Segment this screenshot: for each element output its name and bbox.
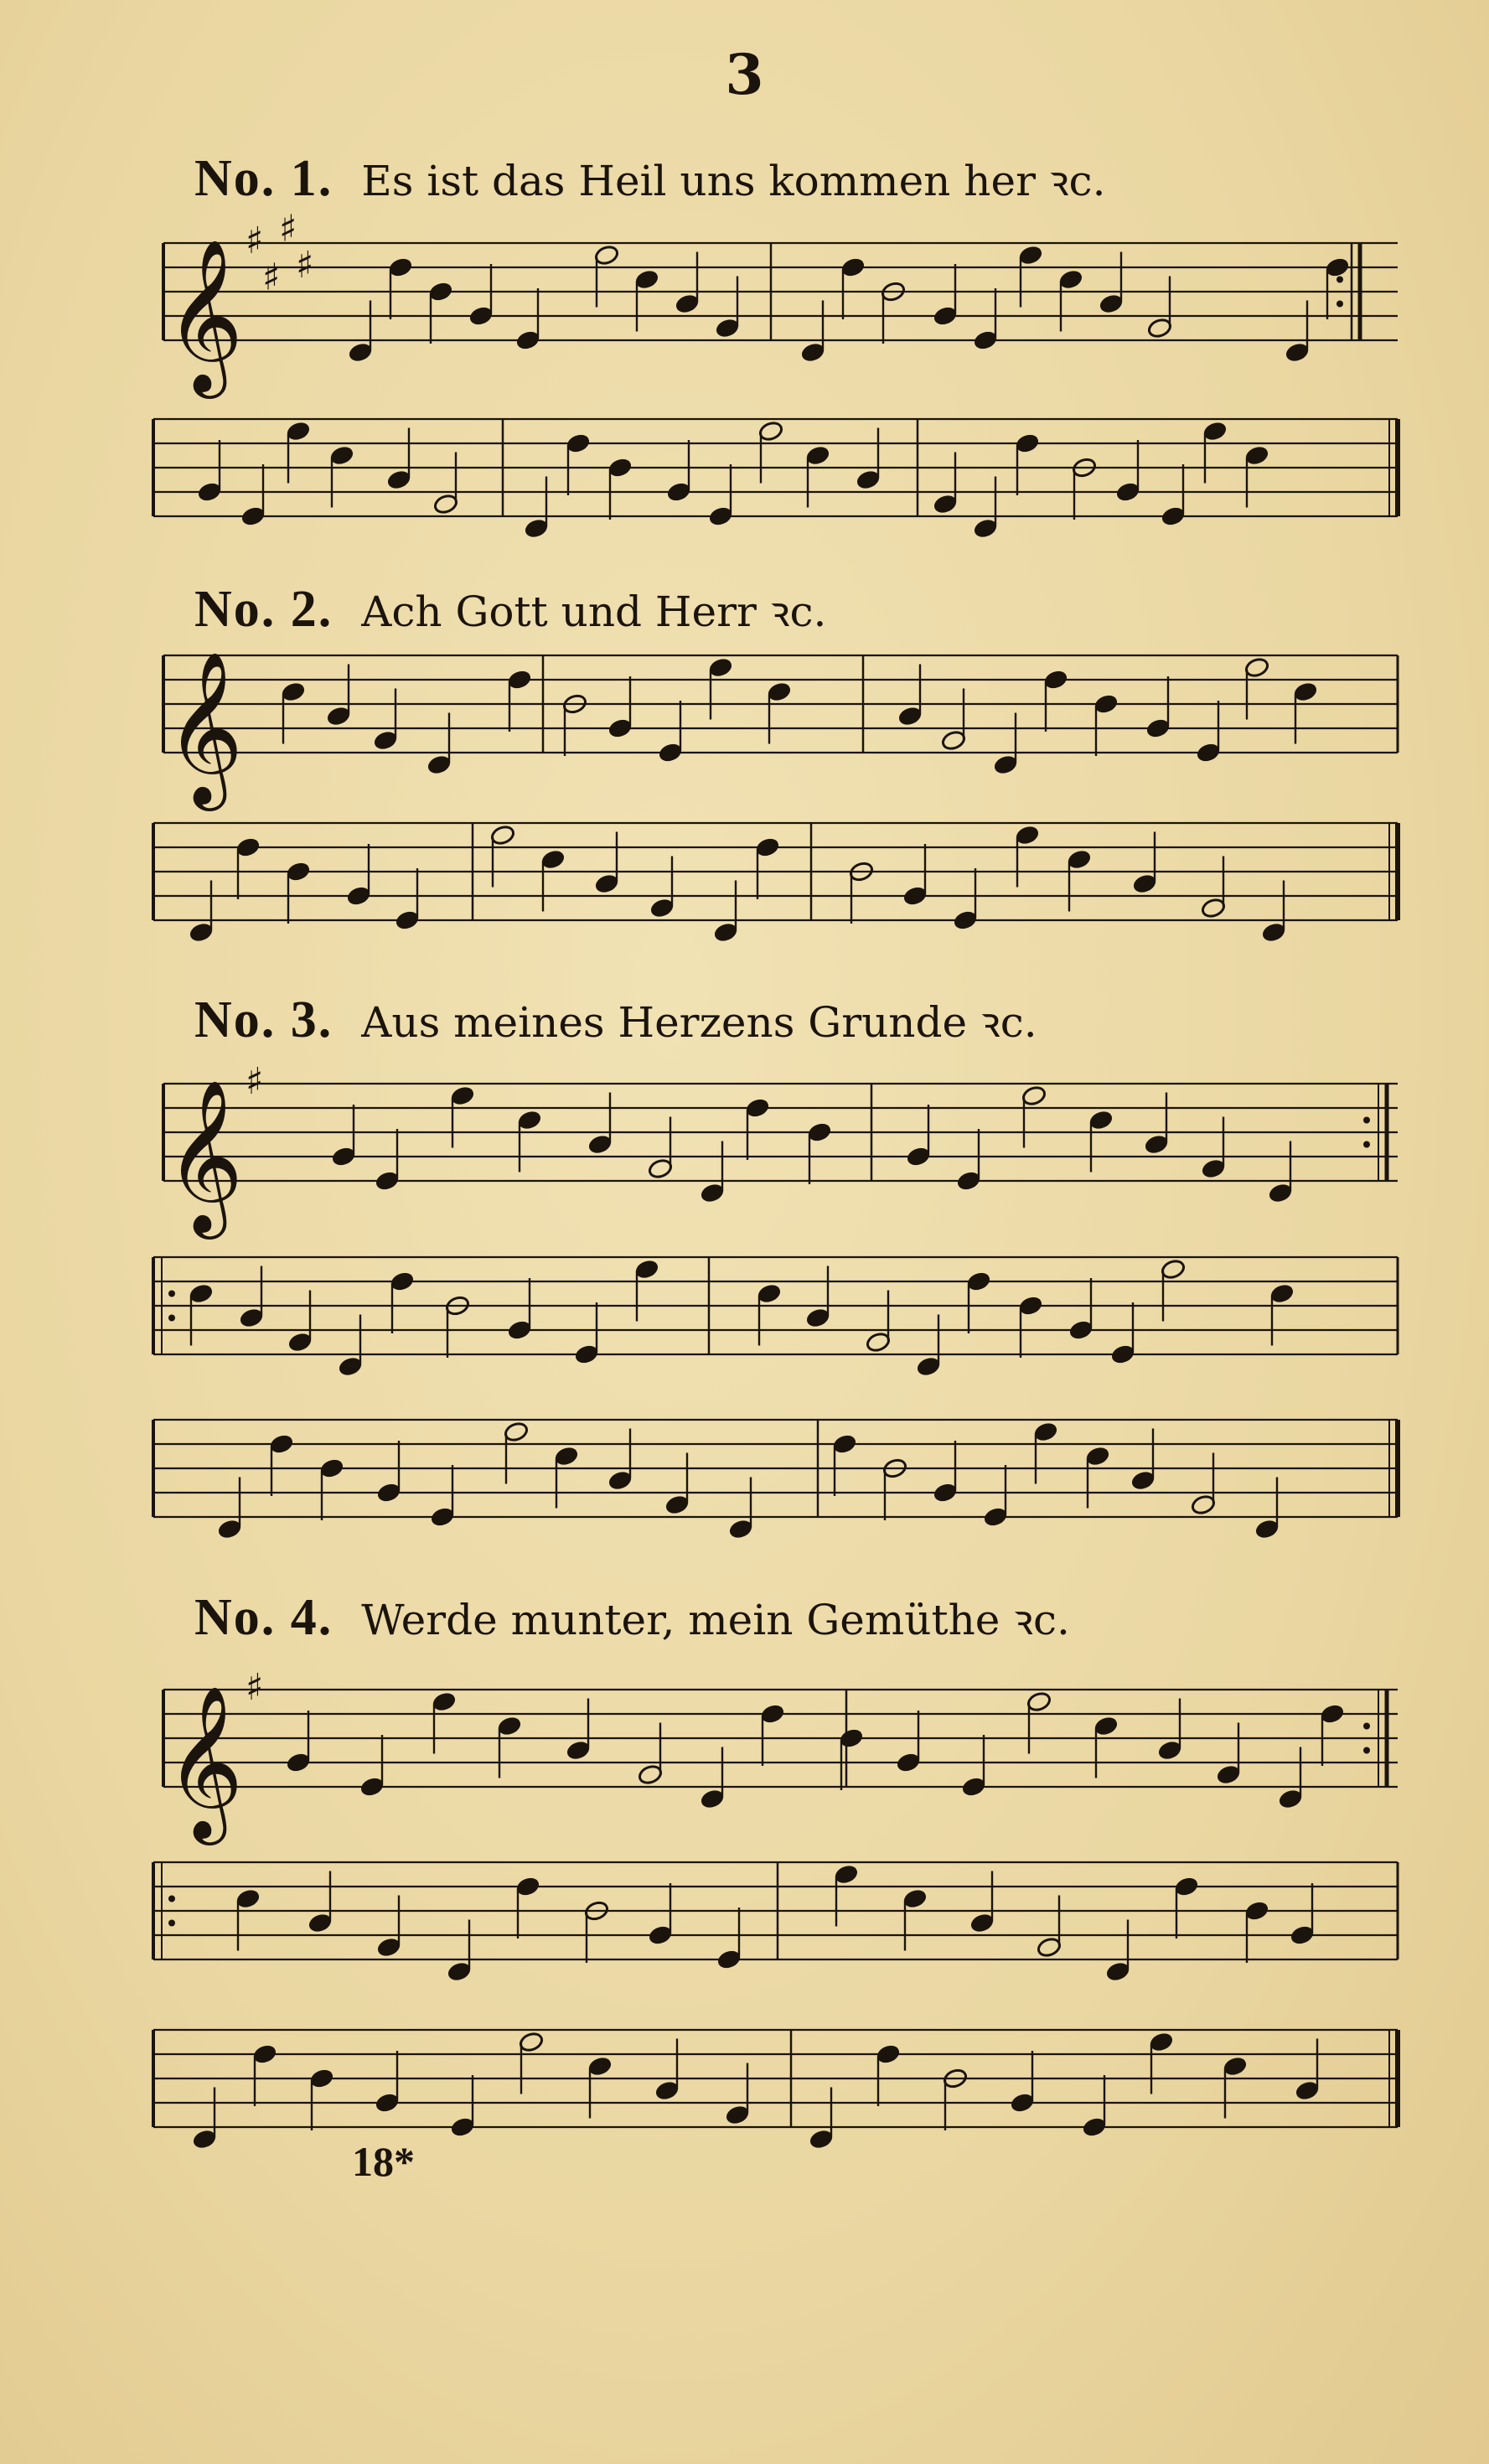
hymn-4-title: Werde munter, mein Gemüthe ꝛc. — [361, 1596, 1070, 1644]
note — [515, 329, 541, 351]
note — [269, 1433, 295, 1455]
note — [767, 681, 793, 702]
hymn-3-title: Aus meines Herzens Grunde ꝛc. — [361, 998, 1037, 1047]
note — [1132, 872, 1158, 894]
note — [654, 2079, 680, 2101]
note — [566, 432, 592, 454]
note — [1010, 2092, 1036, 2114]
note — [666, 481, 692, 503]
repeat-dot — [168, 1896, 175, 1902]
note — [239, 1307, 265, 1328]
note — [933, 1482, 959, 1504]
note — [807, 1121, 833, 1143]
sharp-icon: ♯ — [246, 1060, 264, 1103]
note — [519, 2031, 545, 2052]
note — [725, 2104, 751, 2125]
repeat-dot — [1363, 1117, 1370, 1124]
note — [1149, 2031, 1175, 2052]
note — [876, 2043, 902, 2065]
note — [594, 872, 620, 894]
note — [1147, 317, 1173, 339]
note — [1268, 1182, 1294, 1204]
note — [331, 1146, 357, 1167]
note — [715, 317, 741, 339]
note — [700, 1182, 726, 1204]
sharp-icon: ♯ — [246, 1666, 264, 1709]
note — [286, 1752, 312, 1773]
note — [805, 1307, 831, 1328]
note — [1115, 481, 1141, 503]
note — [896, 1752, 922, 1773]
repeat-dot — [1336, 277, 1343, 283]
hymn-1-number: No. 1. — [194, 150, 333, 207]
note — [450, 1084, 476, 1106]
note — [1201, 1157, 1227, 1179]
repeat-dot — [1363, 1747, 1370, 1754]
note — [1202, 420, 1228, 442]
note — [319, 1457, 345, 1479]
note — [1082, 2116, 1108, 2138]
note — [755, 836, 781, 858]
note — [1254, 1518, 1280, 1540]
sharp-icon: ♯ — [262, 256, 281, 299]
note — [983, 1506, 1009, 1528]
note — [428, 281, 454, 303]
note — [1130, 1469, 1156, 1491]
note — [1196, 742, 1222, 764]
note — [941, 729, 967, 751]
note — [866, 1331, 892, 1353]
note — [607, 1469, 633, 1491]
note — [1043, 669, 1069, 691]
sharp-icon: ♯ — [246, 220, 264, 262]
note — [839, 1727, 865, 1749]
note — [287, 1331, 313, 1353]
note — [286, 420, 312, 442]
note — [1037, 1936, 1062, 1958]
repeat-dot — [1363, 1141, 1370, 1148]
note — [1068, 1319, 1094, 1341]
note — [450, 2116, 476, 2138]
note — [338, 1355, 364, 1377]
note — [1278, 1788, 1304, 1809]
note — [235, 1887, 261, 1909]
note — [1015, 432, 1041, 454]
note — [189, 1282, 215, 1304]
note — [1161, 505, 1187, 527]
note — [490, 824, 516, 846]
note — [634, 1258, 660, 1280]
note — [1174, 1876, 1200, 1897]
note — [1144, 1133, 1170, 1155]
note — [1067, 848, 1093, 870]
note — [235, 836, 261, 858]
note — [507, 669, 533, 691]
note — [1295, 2079, 1321, 2101]
note — [1145, 717, 1171, 739]
note — [716, 1949, 742, 1970]
note — [1099, 292, 1125, 314]
note — [1058, 268, 1084, 290]
note — [1021, 1084, 1047, 1106]
note — [348, 341, 374, 363]
note — [832, 1433, 858, 1455]
note — [517, 1109, 543, 1131]
note — [1088, 1109, 1114, 1131]
note — [217, 1518, 243, 1540]
note — [760, 1703, 786, 1725]
note — [388, 256, 414, 278]
note — [897, 705, 923, 727]
note — [252, 2043, 278, 2065]
note — [1018, 1295, 1044, 1317]
note — [638, 1763, 664, 1785]
note — [745, 1097, 771, 1119]
note — [708, 656, 734, 678]
note — [634, 268, 660, 290]
note — [728, 1518, 754, 1540]
note — [1026, 1690, 1052, 1712]
note — [607, 717, 633, 739]
note — [346, 885, 372, 907]
treble-clef-icon: 𝄞 — [165, 1685, 244, 1839]
note — [240, 505, 266, 527]
treble-clef-icon: 𝄞 — [165, 650, 244, 805]
note — [430, 1506, 456, 1528]
note — [515, 1876, 541, 1897]
note — [1093, 693, 1119, 715]
note — [648, 1924, 674, 1946]
note — [840, 256, 866, 278]
note — [708, 505, 734, 527]
note — [433, 493, 459, 515]
note — [468, 305, 494, 327]
note — [953, 909, 979, 931]
repeat-dot — [168, 1291, 175, 1297]
note — [375, 2092, 401, 2114]
note — [286, 861, 312, 883]
note — [916, 1355, 942, 1377]
note — [587, 2055, 613, 2077]
note — [1244, 444, 1270, 466]
note — [664, 1493, 690, 1515]
note — [1015, 824, 1041, 846]
note — [800, 341, 826, 363]
note — [554, 1445, 580, 1467]
note — [497, 1715, 523, 1737]
repeat-dot — [168, 1920, 175, 1927]
note — [1244, 656, 1270, 678]
note — [192, 2128, 218, 2150]
note — [1105, 1960, 1131, 1982]
note — [1110, 1343, 1136, 1365]
note — [1285, 341, 1311, 363]
note — [648, 1157, 674, 1179]
note — [566, 1739, 592, 1761]
hymn-4-number: No. 4. — [194, 1589, 333, 1646]
note — [574, 1343, 600, 1365]
note — [507, 1319, 533, 1341]
note — [902, 885, 928, 907]
note — [902, 1887, 928, 1909]
note — [1261, 921, 1287, 943]
note — [390, 1271, 416, 1292]
note — [504, 1421, 530, 1442]
note — [432, 1690, 458, 1712]
note — [956, 1170, 982, 1192]
note — [834, 1863, 860, 1885]
treble-clef-icon: 𝄞 — [165, 238, 244, 392]
note — [1216, 1763, 1242, 1785]
note — [447, 1960, 473, 1982]
note — [675, 292, 701, 314]
note — [386, 468, 412, 490]
note — [1290, 1924, 1316, 1946]
note — [933, 305, 959, 327]
note — [1157, 1739, 1183, 1761]
note — [973, 329, 999, 351]
note — [359, 1776, 385, 1798]
note — [973, 517, 999, 539]
page-footer-signature: 18* — [352, 2138, 415, 2185]
note — [326, 705, 352, 727]
note — [1325, 256, 1351, 278]
hymn-2-title: Ach Gott und Herr ꝛc. — [361, 588, 827, 636]
note — [329, 444, 355, 466]
note — [587, 1133, 613, 1155]
hymn-3-number: No. 3. — [194, 991, 333, 1048]
note — [1223, 2055, 1249, 2077]
repeat-dot — [168, 1315, 175, 1322]
note — [376, 1936, 402, 1958]
note — [933, 493, 959, 515]
note — [993, 753, 1019, 775]
note — [658, 742, 684, 764]
note — [189, 921, 215, 943]
note — [309, 2068, 335, 2089]
note — [607, 457, 633, 479]
note — [373, 729, 399, 751]
note — [809, 2128, 835, 2150]
note — [856, 468, 882, 490]
sharp-icon: ♯ — [279, 207, 297, 251]
note — [395, 909, 421, 931]
treble-clef-icon: 𝄞 — [165, 1079, 244, 1233]
note — [1018, 244, 1044, 266]
note — [1093, 1715, 1119, 1737]
note — [1293, 681, 1319, 702]
page-number: 3 — [725, 42, 764, 107]
note — [906, 1146, 932, 1167]
note — [1201, 897, 1227, 919]
note — [1033, 1421, 1059, 1442]
note — [197, 481, 223, 503]
note — [649, 897, 675, 919]
note — [969, 1912, 995, 1933]
note — [281, 681, 307, 702]
note — [805, 444, 831, 466]
note — [1320, 1703, 1346, 1725]
note — [427, 753, 452, 775]
note — [1191, 1493, 1217, 1515]
note — [540, 848, 566, 870]
note — [375, 1170, 401, 1192]
hymn-2-number: No. 2. — [194, 581, 333, 638]
note — [524, 517, 550, 539]
note — [1269, 1282, 1295, 1304]
sharp-icon: ♯ — [296, 244, 314, 287]
note — [376, 1482, 402, 1504]
note — [961, 1776, 987, 1798]
note — [1244, 1900, 1270, 1922]
note — [700, 1788, 726, 1809]
note — [308, 1912, 333, 1933]
note — [713, 921, 739, 943]
note — [1161, 1258, 1187, 1280]
hymn-1-title: Es ist das Heil uns kommen her ꝛc. — [361, 157, 1106, 205]
note — [758, 420, 784, 442]
note — [1085, 1445, 1111, 1467]
note — [757, 1282, 783, 1304]
repeat-dot — [1336, 301, 1343, 308]
note — [966, 1271, 992, 1292]
repeat-dot — [1363, 1723, 1370, 1730]
note — [594, 244, 620, 266]
